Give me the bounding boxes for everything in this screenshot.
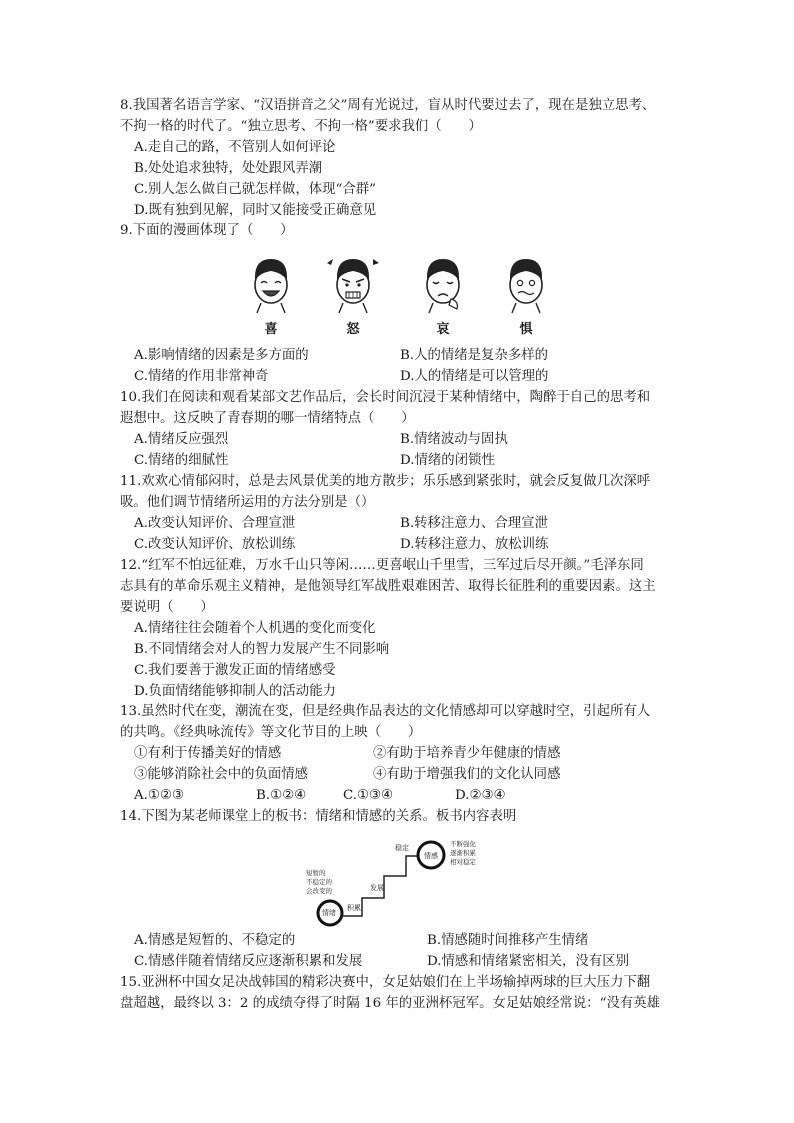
- q10-option-c: C.情绪的细腻性: [134, 453, 229, 468]
- face-label-anger: 怒: [346, 322, 360, 337]
- q10-option-b: B.情绪波动与固执: [400, 432, 508, 447]
- q13-option-b: B.①②④: [256, 788, 307, 803]
- q12-option-b: B.不同情绪会对人的智力发展产生不同影响: [134, 642, 390, 657]
- q13-option-d: D.②③④: [455, 788, 506, 803]
- q13-option-a: A.①②③: [134, 788, 184, 803]
- q13-option-c: C.①③④: [343, 788, 394, 803]
- q11-option-c: C.改变认知评价、放松训练: [134, 537, 296, 552]
- note-relatively-stable: 相对稳定: [450, 858, 476, 866]
- q14-option-a: A.情感是短暂的、不稳定的: [134, 933, 296, 948]
- happy-face-icon: [243, 255, 299, 315]
- face-label-fear: 惧: [519, 322, 533, 337]
- q12-stem-line1: 12.“红军不怕远征难，万水千山只等闲……更喜岷山千里雪，三军过后尽开颜。”毛泽东同: [120, 558, 644, 573]
- q11-stem-line2: 吸。他们调节情绪所运用的方法分别是（）: [120, 495, 375, 510]
- step-develop: 发展: [370, 884, 384, 892]
- q8-option-c: C.别人怎么做自己就怎样做，体现“合群”: [134, 182, 376, 197]
- q10-stem-line1: 10.我们在阅读和观看某部文艺作品后，会长时间沉浸于某种情绪中，陶醉于自己的思考和: [120, 390, 651, 405]
- q9-option-c: C.情绪的作用非常神奇: [134, 369, 269, 384]
- q14-option-b: B.情感随时间推移产生情绪: [427, 933, 589, 948]
- q9-option-b: B.人的情绪是复杂多样的: [400, 348, 549, 363]
- q14-option-d: D.情感和情绪紧密相关，没有区别: [427, 954, 629, 969]
- q12-stem-line2: 志具有的革命乐观主义精神，是他领导红军战胜艰难困苦、取得长征胜利的重要因素。这主: [120, 579, 656, 594]
- sad-face-icon: [415, 255, 471, 315]
- q14-option-c: C.情感伴随着情绪反应逐渐积累和发展: [134, 954, 363, 969]
- q10-option-a: A.情绪反应强烈: [134, 432, 229, 447]
- q9-option-d: D.人的情绪是可以管理的: [400, 369, 549, 384]
- note-unstable: 不稳定的: [306, 878, 332, 886]
- q8-option-d: D.既有独到见解，同时又能接受正确意见: [134, 203, 377, 218]
- q10-option-d: D.情绪的闭锁性: [400, 453, 495, 468]
- q13-statement-4: ④有助于增强我们的文化认同感: [373, 767, 561, 782]
- q13-stem-line1: 13.虽然时代在变，潮流在变，但是经典作品表达的文化情感却可以穿越时空，引起所有人: [120, 704, 651, 719]
- note-changeable: 会改变的: [306, 887, 332, 895]
- angry-face-icon: [325, 255, 381, 315]
- step-accumulate: 积累: [347, 904, 361, 912]
- q11-option-b: B.转移注意力、合理宣泄: [400, 516, 549, 531]
- q14-stem: 14.下图为某老师课堂上的板书：情绪和情感的关系。板书内容表明: [120, 809, 517, 824]
- q12-option-d: D.负面情绪能够抑制人的活动能力: [134, 684, 336, 699]
- q10-stem-line2: 遐想中。这反映了青春期的哪一情绪特点（ ）: [120, 411, 415, 426]
- q11-stem-line1: 11.欢欢心情郁闷时，总是去风景优美的地方散步；乐乐感到紧张时，就会反复做几次深呼: [120, 474, 651, 489]
- step-stable: 稳定: [395, 844, 409, 852]
- q13-stem-line2: 的共鸣。《经典咏流传》等文化节目的上映（ ）: [120, 725, 422, 740]
- q12-option-c: C.我们要善于激发正面的情绪感受: [134, 663, 336, 678]
- q11-option-a: A.改变认知评价、合理宣泄: [134, 516, 296, 531]
- face-label-sorrow: 哀: [436, 322, 450, 337]
- q8-option-a: A.走自己的路，不管别人如何评论: [134, 140, 336, 155]
- q9-stem: 9.下面的漫画体现了（ ）: [120, 223, 294, 238]
- q15-stem-line1: 15.亚洲杯中国女足决战韩国的精彩决赛中，女足姑娘们在上半场输掉两球的巨大压力下翻: [120, 975, 651, 990]
- node-feeling: 情感: [424, 852, 438, 860]
- q8-stem-line1: 8.我国著名语言学家、“汉语拼音之父”周有光说过，盲从时代要过去了，现在是独立思考、: [120, 98, 656, 113]
- fearful-face-icon: [498, 255, 554, 315]
- note-accumulate: 逐渐积累: [450, 849, 476, 857]
- q9-option-a: A.影响情绪的因素是多方面的: [134, 348, 309, 363]
- q13-statement-1: ①有利于传播美好的情感: [134, 746, 282, 761]
- q12-option-a: A.情绪往往会随着个人机遇的变化而变化: [134, 621, 376, 636]
- note-short-term: 短暂的: [306, 869, 326, 877]
- q13-statement-3: ③能够消除社会中的负面情感: [134, 767, 309, 782]
- q13-statement-2: ②有助于培养青少年健康的情感: [373, 746, 561, 761]
- note-strengthen: 不断强化: [450, 840, 476, 848]
- face-label-joy: 喜: [264, 322, 278, 337]
- q15-stem-line2: 盘超越，最终以 3：2 的成绩夺得了时隔 16 年的亚洲杯冠军。女足姑娘经常说：“没有英雄: [120, 996, 661, 1011]
- q11-option-d: D.转移注意力、放松训练: [400, 537, 549, 552]
- q8-option-b: B.处处追求独特，处处跟风弄潮: [134, 161, 323, 176]
- q12-stem-line3: 要说明（ ）: [120, 600, 214, 615]
- node-emotion: 情绪: [322, 909, 336, 917]
- q8-stem-line2: 不拘一格的时代了。“独立思考、不拘一格”要求我们（ ）: [120, 119, 482, 134]
